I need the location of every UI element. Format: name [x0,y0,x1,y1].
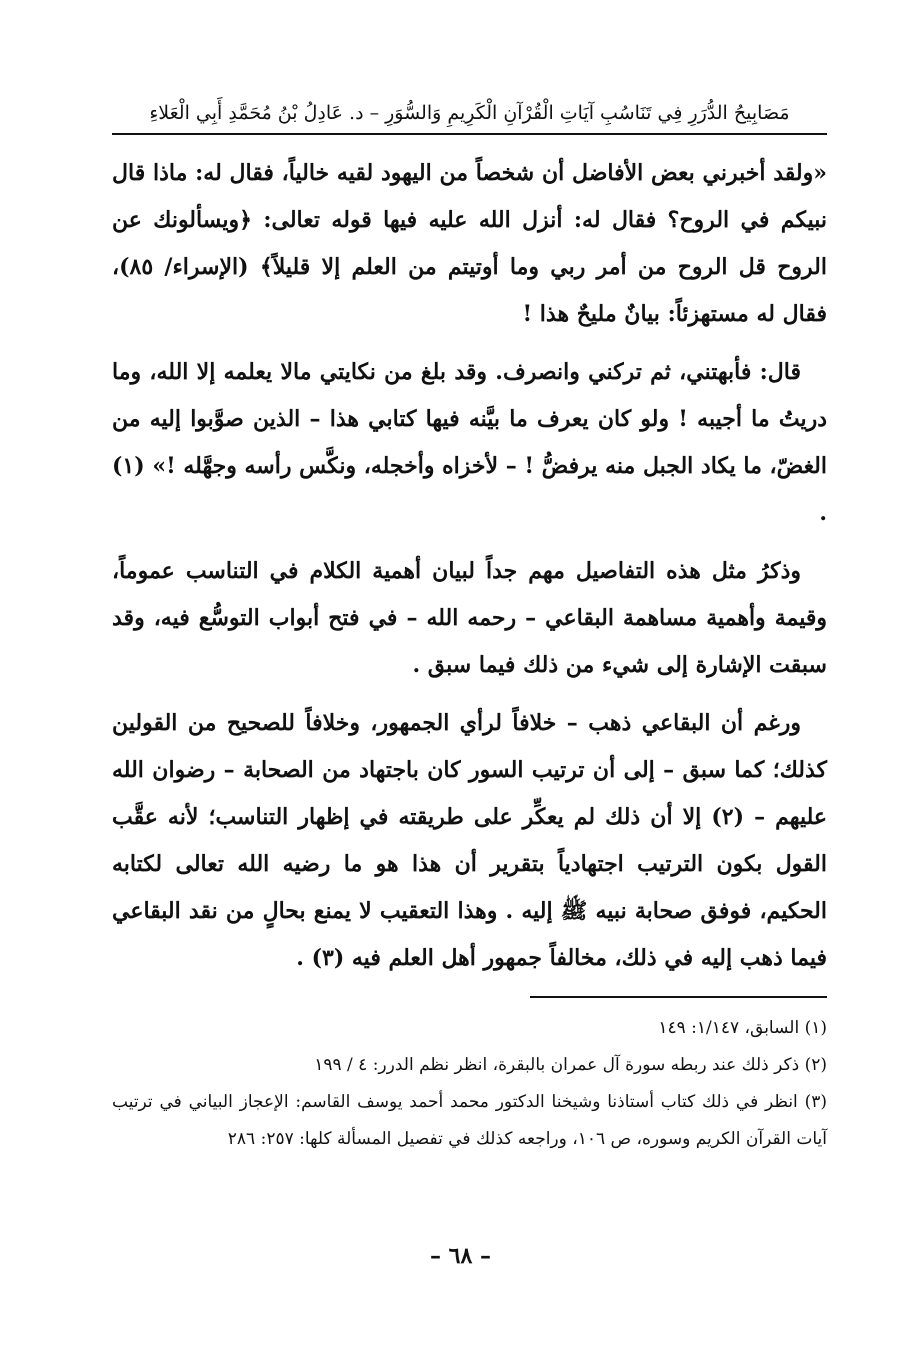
main-text [112,150,827,993]
paragraph-4: ورغم أن البقاعي ذهب – خلافاً لرأي الجمهور، وخلافاً للصحيح من القولين كذلك؛ كما سبق – إلى أن ترتيب السور كان باجتهاد من الصحابة – رضوان الله عليهم – (٢) إلا أن ذلك لم يعكِّر على طريقته في إظهار التناسب؛ لأنه عقَّب القول بكون الترتيب اجتهادياً بتقرير أن هذا هو ما رضيه الله تعالى لكتابه الحكيم، فوفق صحابة نبيه ﷺ إليه . وهذا التعقيب لا يمنع بحالٍ من نقد البقاعي فيما ذهب إليه في ذلك، مخالفاً جمهور أهل العلم فيه (٣) . [112,710,827,971]
footnotes [112,1010,827,1158]
header-divider [112,133,827,135]
footnote-2: (٢) ذكر ذلك عند ربطه سورة آل عمران بالبقرة، انظر نظم الدرر: ٤ / ١٩٩ [314,1055,827,1075]
paragraph-1: «ولقد أخبرني بعض الأفاضل أن شخصاً من اليهود لقيه خالياً، فقال له: ماذا قال نبيكم في الروح؟ فقال له: أنزل الله عليه فيها قوله تعالى: ﴿ويسألونك عن الروح قل الروح من أمر ربي وما أوتيتم من العلم إلا قليلاً﴾ (الإسراء/ ٨٥)، فقال له مستهزئاً: بيانٌ مليحٌ هذا ! [112,160,827,327]
footnote-3: (٣) انظر في ذلك كتاب أستاذنا وشيخنا الدكتور محمد أحمد يوسف القاسم: الإعجاز البياني في ترتيب آيات القرآن الكريم وسوره، ص ١٠٦، وراجعه كذلك في تفصيل المسألة كلها: ٢٥٧: ٢٨٦ [112,1092,827,1149]
paragraph-2: قال: فأبهتني، ثم تركني وانصرف. وقد بلغ من نكايتي مالا يعلمه إلا الله، وما دريتُ ما أجيبه ! ولو كان يعرف ما بيَّنه فيها كتابي هذا – الذين صوَّبوا إليه من الغضّ، ما يكاد الجبل منه يرفضُّ ! – لأخزاه وأخجله، ونكَّس رأسه وجهَّله !» (١) . [112,359,827,526]
running-header: مَصَابِيحُ الدُّرَرِ فِي تَنَاسُبِ آيَاتِ الْقُرْآنِ الْكَرِيمِ وَالسُّوَرِ – د. عَادِلُ بْنُ مُحَمَّدِ أَبِي الْعَلاءِ [149,102,790,124]
footnote-1: (١) السابق، ١/١٤٧: ١٤٩ [658,1018,827,1038]
footnote-divider [530,996,827,998]
page-number: – ٦٨ – [430,1243,491,1269]
paragraph-3: وذكرُ مثل هذه التفاصيل مهم جداً لبيان أهمية الكلام في التناسب عموماً، وقيمة وأهمية مساهمة البقاعي – رحمه الله – في فتح أبواب التوسُّع فيه، وقد سبقت الإشارة إلى شيء من ذلك فيما سبق . [112,558,827,678]
